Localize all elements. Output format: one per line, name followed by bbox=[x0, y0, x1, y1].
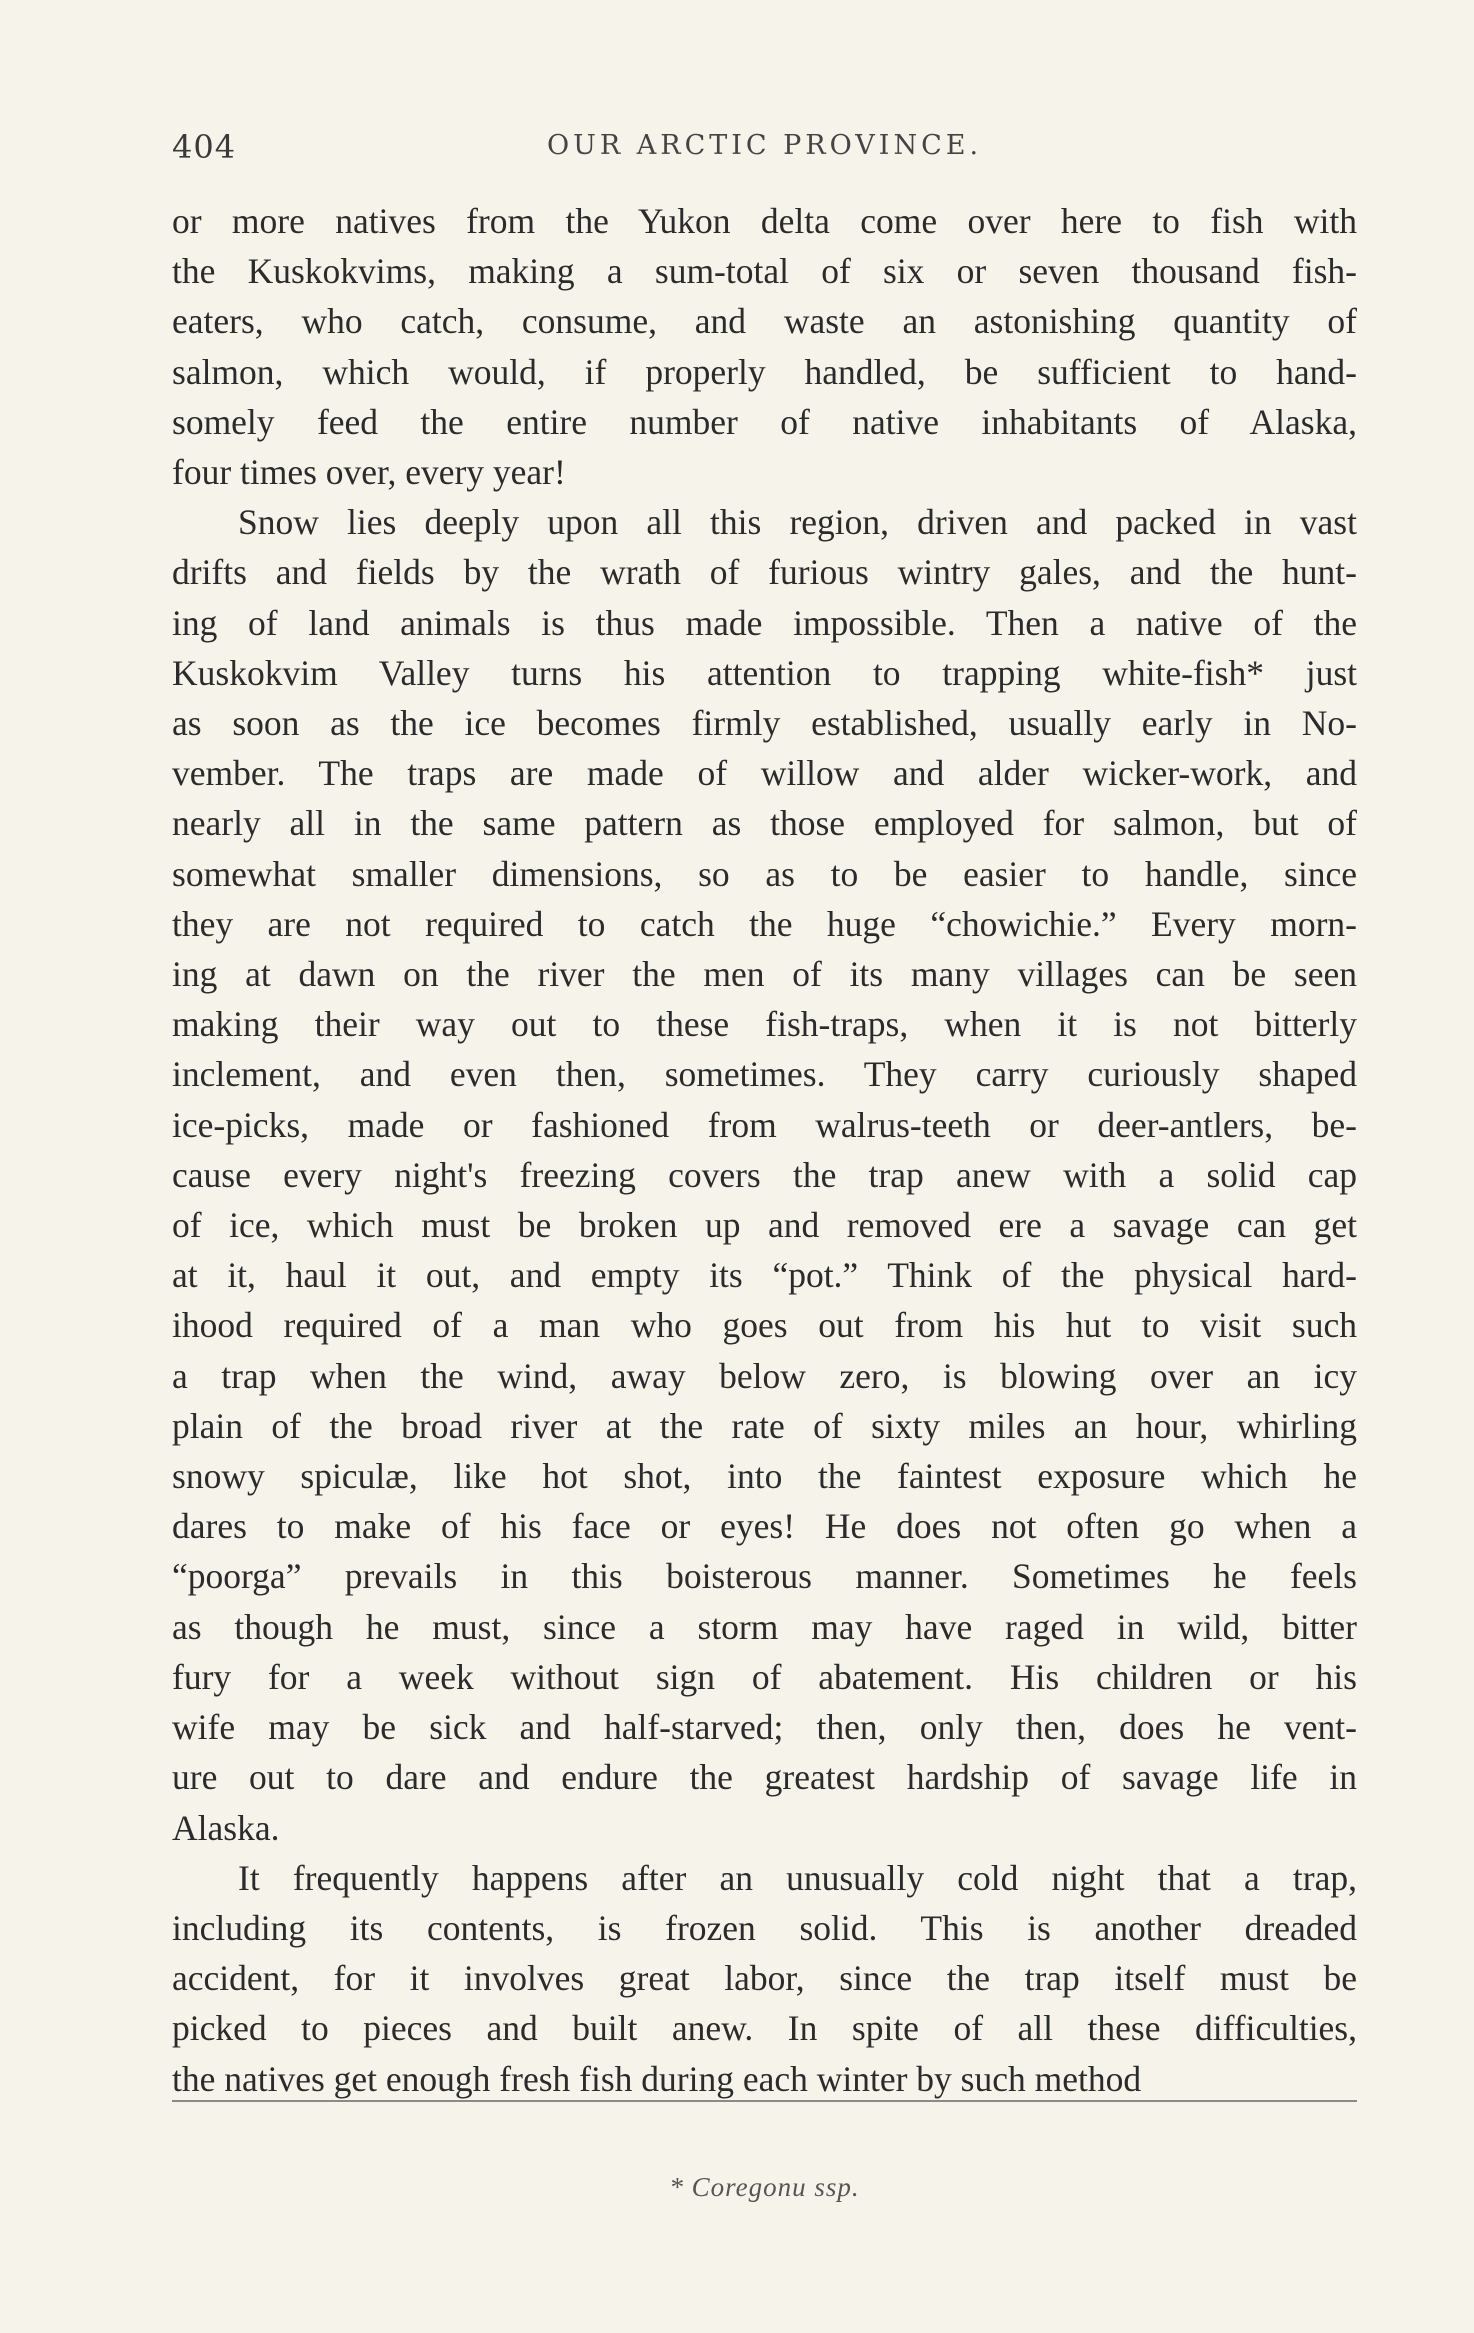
page-number: 404 bbox=[172, 128, 237, 166]
text-line: or more natives from the Yukon delta come over here to fish with bbox=[172, 201, 1357, 241]
text-line: ing at dawn on the river the men of its many villages can be seen bbox=[172, 954, 1357, 995]
footnote: * Coregonu ssp. bbox=[669, 2172, 860, 2202]
text-line: of ice, which must be broken up and removed ere a savage can get bbox=[172, 1205, 1357, 1246]
running-head bbox=[172, 128, 1357, 168]
text-line: cause every night's freezing covers the trap anew with a solid cap bbox=[172, 1154, 1357, 1195]
text-line: as though he must, since a storm may have raged in wild, bitter bbox=[172, 1606, 1357, 1647]
text-line: eaters, who catch, consume, and waste an astonishing quantity of bbox=[172, 301, 1357, 342]
text-line: somely feed the entire number of native inhabitants of Alaska, bbox=[172, 401, 1357, 442]
running-title: OUR ARCTIC PROVINCE. bbox=[546, 130, 983, 161]
paragraph bbox=[172, 497, 1357, 1852]
text-line: “poorga” prevails in this boisterous manner. Sometimes he feels bbox=[172, 1556, 1357, 1597]
footnote-divider bbox=[172, 2100, 1357, 2102]
text-line: nearly all in the same pattern as those employed for salmon, but of bbox=[172, 803, 1357, 844]
body-text bbox=[172, 196, 1357, 2104]
text-line: dares to make of his face or eyes! He does not often go when a bbox=[172, 1506, 1357, 1547]
text-line: at it, haul it out, and empty its “pot.” Think of the physical hard- bbox=[172, 1255, 1357, 1296]
text-line: as soon as the ice becomes firmly established, usually early in No- bbox=[172, 703, 1357, 744]
text-line: inclement, and even then, sometimes. They carry curiously shaped bbox=[172, 1054, 1357, 1095]
text-line: drifts and fields by the wrath of furious wintry gales, and the hunt- bbox=[172, 552, 1357, 593]
text-line: salmon, which would, if properly handled, be sufficient to hand- bbox=[172, 351, 1357, 392]
text-line: wife may be sick and half-starved; then, only then, does he vent- bbox=[172, 1707, 1357, 1748]
text-line: Kuskokvim Valley turns his attention to trapping white-fish* just bbox=[172, 652, 1357, 693]
text-line: It frequently happens after an unusually cold night that a trap, bbox=[238, 1857, 1357, 1898]
text-line: fury for a week without sign of abatement. His children or his bbox=[172, 1656, 1357, 1697]
text-line: a trap when the wind, away below zero, is blowing over an icy bbox=[172, 1355, 1357, 1396]
text-line: snowy spiculæ, like hot shot, into the faintest exposure which he bbox=[172, 1456, 1357, 1497]
text-line: making their way out to these fish-traps, when it is not bitterly bbox=[172, 1004, 1357, 1045]
text-line: plain of the broad river at the rate of sixty miles an hour, whirling bbox=[172, 1405, 1357, 1446]
text-line: somewhat smaller dimensions, so as to be easier to handle, since bbox=[172, 853, 1357, 894]
text-line: ihood required of a man who goes out from his hut to visit such bbox=[172, 1305, 1357, 1346]
text-line: including its contents, is frozen solid. This is another dreaded bbox=[172, 1907, 1357, 1948]
text-line: vember. The traps are made of willow and alder wicker-work, and bbox=[172, 753, 1357, 794]
text-line: ing of land animals is thus made impossible. Then a native of the bbox=[172, 602, 1357, 643]
paragraph bbox=[172, 1853, 1357, 2104]
text-line: picked to pieces and built anew. In spite of all these difficulties, bbox=[172, 2008, 1357, 2049]
paragraph bbox=[172, 196, 1357, 497]
text-line: ice-picks, made or fashioned from walrus-teeth or deer-antlers, be- bbox=[172, 1104, 1357, 1145]
text-line: four times over, every year! bbox=[172, 452, 566, 493]
text-line: Alaska. bbox=[172, 1807, 280, 1848]
text-line: accident, for it involves great labor, since the trap itself must be bbox=[172, 1958, 1357, 1999]
text-line: the natives get enough fresh fish during each winter by such method bbox=[172, 2058, 1142, 2099]
text-line: Snow lies deeply upon all this region, driven and packed in vast bbox=[238, 502, 1357, 543]
text-line: the Kuskokvims, making a sum-total of six or seven thousand fish- bbox=[172, 251, 1357, 292]
text-line: they are not required to catch the huge “chowichie.” Every morn- bbox=[172, 903, 1357, 944]
text-line: ure out to dare and endure the greatest hardship of savage life in bbox=[172, 1757, 1357, 1798]
